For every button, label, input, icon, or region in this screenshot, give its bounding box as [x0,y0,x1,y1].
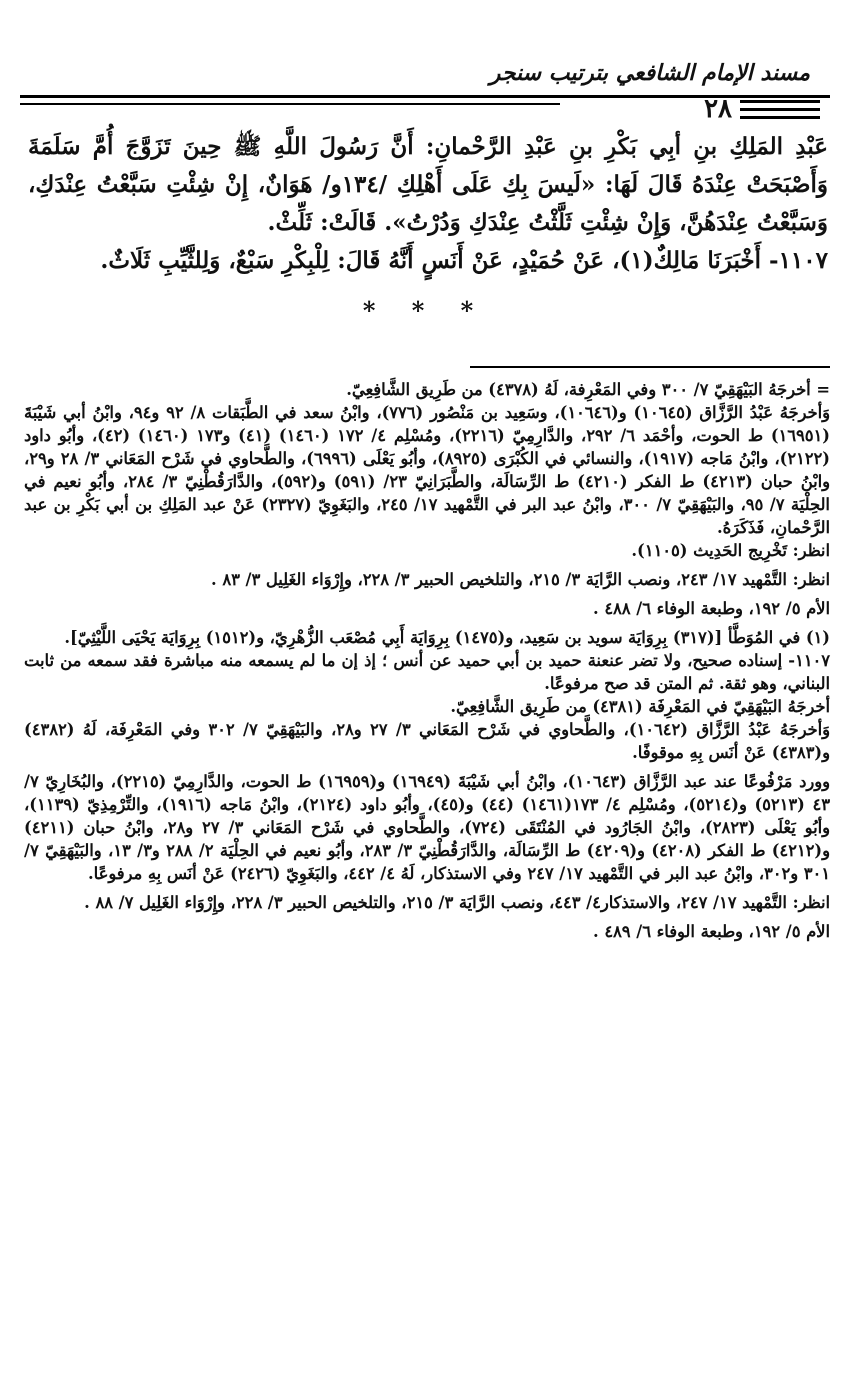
footnote-line: انظر: التَّمْهيد ١٧/ ٢٤٣، ونصب الرَّايَة ٣/ ٢١٥، والتلخيص الحبير ٣/ ٢٢٨، وإِرْوَاء الغَلِيل ٣/ ٨٣ . [211,570,830,589]
footnote-line: الأم ٥/ ١٩٢، وطبعة الوفاء ٦/ ٤٨٨ . [592,599,830,618]
footnote-separator [470,366,830,368]
running-header-title: مسند الإمام الشافعي بترتيب سنجر [489,60,810,86]
footnote-line: الأم ٥/ ١٩٢، وطبعة الوفاء ٦/ ٤٨٩ . [592,922,830,941]
footnote-line: انظر: التَّمْهيد ١٧/ ٢٤٧، والاستذكار٤/ ٤٤٣، ونصب الرَّايَة ٣/ ٢١٥، والتلخيص الحبير ٣/ ٢٢٨، وإِرْوَاء الغَلِيل ٧/ ٨٨ . [84,893,830,912]
footnote-line: وَأخرجَهُ عَبْدُ الرَّزَّاق (١٠٦٤٥) و(١٠٦٤٦)، وسَعِيد بن مَنْصُور (٧٧٦)، وابْنُ سعد في الطَّبَقات ٨/ ٩٢ و٩٤، وابْنُ أبي شَيْبَةَ (١٦٩٥١) ط الحوت، وأحْمَد ٦/ ٢٩٢، والدَّارِمِيّ (٢٢١٦)، ومُسْلِم ٤/ ١٧٢ (١٤٦٠) (٤١) و١٧٣ (١٤٦٠) (٤٢)، وأبُو داود (٢١٢٢)، وابْنُ مَاجه (١٩١٧)، والنسائي في الكُبْرَى (٨٩٢٥)، وأبُو يَعْلَى (٦٩٩٦)، والطَّحاوي في شَرْح المَعَاني ٣/ ٢٨ و٢٩، وابْنُ حبان (٤٢١٣) ط الفكر (٤٢١٠) ط الرِّسَالَة، والطَّبَرَانِيّ ٢٣/ (٥٩١) و(٥٩٢)، والدَّارَقُطْنِيّ ٣/ ٢٨٤، وأبُو نعيم في الحِلْيَة ٧/ ٩٥، والبَيْهَقِيّ ٧/ ٣٠٠، وابْنُ عبد البر في التَّمْهيد ١٧/ ٢٤٥، والبَغَوِيّ (٢٣٢٧) عَنْ عبد المَلِكِ بن أبي بَكْرِ بن عبد الرَّحْمانِ، فَذَكَرَهُ. [24,403,831,537]
footnote-marker: (١) [805,628,830,647]
page-number-rule [740,116,820,119]
main-text [28,128,828,280]
footnotes [24,378,830,949]
footnote-line: وورد مَرْفُوعًا عند عبد الرَّزَّاق (١٠٦٤٣)، وابْنُ أبي شَيْبَةَ (١٦٩٤٩) و(١٦٩٥٩) ط الحوت، والدَّارِمِيّ (٢٢١٥)، والبُخَارِيّ ٧/ ٤٣ (٥٢١٣) و(٥٢١٤)، ومُسْلِم ٤/ ١٧٣(١٤٦١) (٤٤) و(٤٥)، وأبُو داود (٢١٢٤)، وابْنُ مَاجه (١٩١٦)، والتِّرْمِذِيّ (١١٣٩)، وأبُو يَعْلَى (٢٨٢٣)، وابْنُ الجَارُود في المُنْتَقَى (٧٢٤)، والطَّحاوي في شَرْح المَعَاني ٣/ ٢٧ و٢٨، وابْنُ حبان (٤٢١١) و(٤٢١٢) ط الفكر (٤٢٠٨) و(٤٢٠٩) ط الرِّسَالَة، والدَّارَقُطْنِيّ ٣/ ٢٨٣، وأبُو نعيم في الحِلْيَة ٢/ ٢٨٨ و٣/ ١٣، والبَيْهَقِيّ ٧/ ٣٠١ و٣٠٢، وابْنُ عبد البر في التَّمْهيد ١٧/ ٢٤٧ وفي الاستذكار، لَهُ ٤/ ٤٤٢، والبَغَوِيّ (٢٤٢٦) عَنْ أنَس بِهِ مرفوعًا. [24,772,831,883]
page-number: ٢٨ [704,94,732,124]
footnote-line: ١١٠٧- إسناده صحيح، ولا تضر عنعنة حميد بن أبي حميد عن أنس ؛ إذ إن ما لم يسمعه منه مباشرة فقد سمعه من ثابت البناني، وهو ثقة. ثم المتن قد صح مرفوعًا. [24,651,830,693]
hadith-text-continued: عَبْدِ المَلِكِ بنِ أبِي بَكْرِ بنِ عَبْدِ الرَّحْمانِ: أَنَّ رَسُولَ اللَّهِ ﷺ حِينَ تَزَوَّجَ أُمَّ سَلَمَةَ وَأَصْبَحَتْ عِنْدَهُ قَالَ لَهَا: «لَيسَ بِكِ عَلَى أَهْلِكِ /١٣٤و/ هَوَانٌ، إِنْ شِئْتِ سَبَّعْتُ عِنْدَكِ، وَسَبَّعْتُ عِنْدَهُنَّ، وَإِنْ شِئْتِ ثَلَّثْتُ عِنْدَكِ وَدُرْتُ». قَالَتْ: ثَلِّثْ. [28,133,828,236]
footnote-1 [24,626,830,649]
footnote-line: انظر: تَخْرِيج الحَدِيث (١١٠٥). [631,541,830,560]
header-rule-thin [20,103,560,105]
page-number-rule [740,100,820,103]
section-separator: * * * [362,296,488,325]
page-number-rule [740,108,820,111]
hadith-1107: ١١٠٧- أَخْبَرَنَا مَالِكٌ(١)، عَنْ حُمَيْدٍ، عَنْ أَنَسٍ أَنَّهُ قَالَ: لِلْبِكْرِ سَبْعٌ، وَلِلثَّيِّبِ ثَلَاثٌ. [100,247,828,274]
footnote-line: = أخرجَهُ البَيْهَقِيّ ٧/ ٣٠٠ وفي المَعْرِفة، لَهُ (٤٣٧٨) من طَرِيق الشَّافِعِيّ. [346,380,830,399]
footnote-1-text: في المُوَطَّأ [(٣١٧) بِرِوَايَة سويد بن سَعِيد، و(١٤٧٥) بِرِوَايَة أَبِي مُصْعَب الزُّهْرِيّ، و(١٥١٢) بِرِوَايَة يَحْيَى اللَّيْثِيّ]. [64,628,801,647]
footnote-line: أخرجَهُ البَيْهَقِيّ في المَعْرِفَة (٤٣٨١) من طَرِيق الشَّافِعِيّ. [450,697,830,716]
footnote-line: وَأخرجَهُ عَبْدُ الرَّزَّاق (١٠٦٤٢)، والطَّحاوي في شَرْح المَعَاني ٣/ ٢٧ و٢٨، والبَيْهَقِيّ ٧/ ٣٠٢ وفي المَعْرِفَة، لَهُ (٤٣٨٢) و(٤٣٨٣) عَنْ أنَس بِهِ موقوفًا. [24,720,831,762]
